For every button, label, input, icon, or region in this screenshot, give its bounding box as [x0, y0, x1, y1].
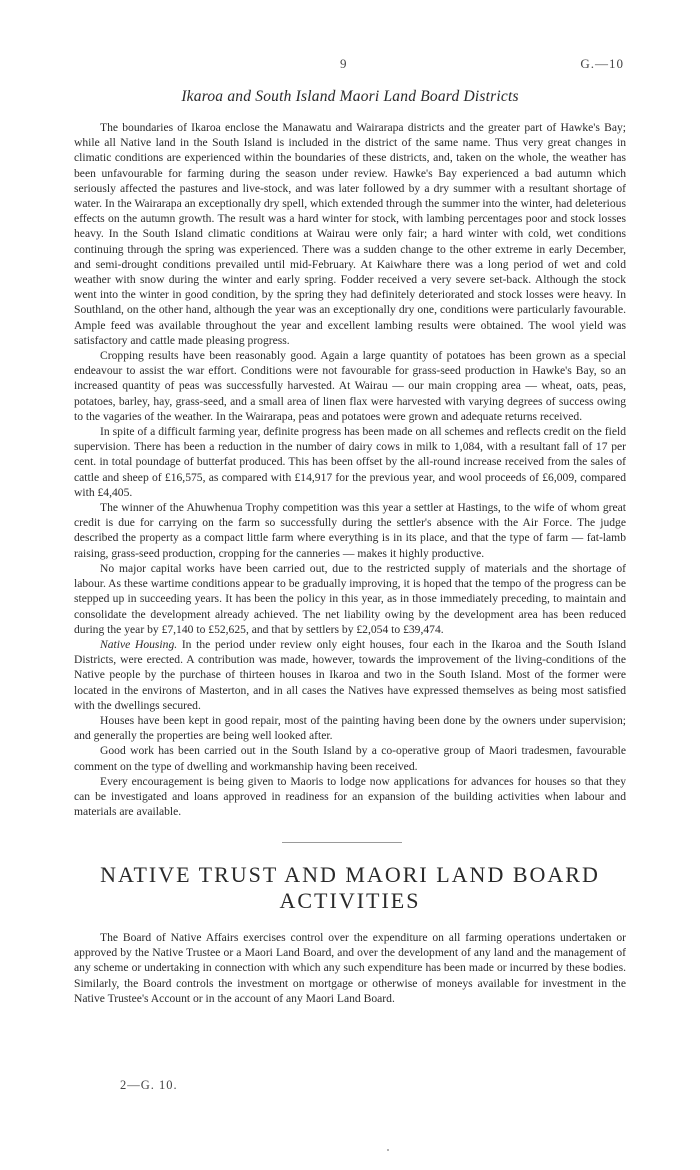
paragraph: Houses have been kept in good repair, most of the painting having been done by the owners under supervision; and generally the properties are being well looked after.	[74, 713, 626, 743]
paragraph: In spite of a difficult farming year, definite progress has been made on all schemes and reflects credit on the field supervision. There has been a reduction in the number of dairy cows in milk to 1,084, with a resultant fall of 17 per cent. in total poundage of butterfat produced. This has been offset by the all-round increase received from the sales of cattle and sheep of £16,575, as compared with £14,917 for the previous year, and wool proceeds of £6,009, compared with £4,405.	[74, 425, 626, 499]
scan-speck	[387, 1149, 389, 1151]
document-reference: G.—10	[580, 56, 624, 71]
title-line-1: NATIVE TRUST AND MAORI LAND BOARD	[100, 862, 600, 887]
paragraph: Cropping results have been reasonably good. Again a large quantity of potatoes has been grown as a special endeavour to assist the war effort. Conditions were not favourable for grass-seed production in Hawke's Bay, so an increased quantity of peas was successfully harvested. At Wairau — our main cropping area — wheat, oats, peas, potatoes, barley, hay, grass-seed, and a small area of linen flax were harvested with varying degrees of success owing to the vagaries of the weather. In the Wairarapa, peas and potatoes were grown and adequate returns received.	[74, 349, 626, 423]
paragraph: No major capital works have been carried out, due to the restricted supply of materials and the shortage of labour. As these wartime conditions appear to be gradually improving, it is hoped that the tempo of the progress can be stepped up in succeeding years. It has been the policy in this year, as in those immediately preceding, to maintain and consolidate the development already achieved. The net liability owing by the development area has been reduced during the year by £7,140 to £52,625, and that by settlers by £2,054 to £39,474.	[74, 561, 626, 636]
footer-reference: 2—G. 10.	[120, 1078, 178, 1092]
paragraph-native-housing	[74, 637, 626, 713]
title-line-2: ACTIVITIES	[279, 888, 421, 913]
page-header	[0, 56, 700, 76]
section-native-trust	[74, 930, 626, 1006]
section-ikaroa	[74, 88, 626, 819]
paragraph: The boundaries of Ikaroa enclose the Manawatu and Wairarapa districts and the greater part of Hawke's Bay; while all Native land in the South Island is included in the district of the same name. Thus very great changes in climatic conditions are experienced within the boundaries of these districts, and, taken on the whole, the weather has been unfavourable for farming during the season under review. Hawke's Bay experienced a bad autumn which seriously affected the pastures and live-stock, and was later followed by a dry summer with a resultant shortage of water. In the Wairarapa an exceptionally dry spell, which extended through the summer into the winter, had deleterious effects on the autumn growth. The result was a hard winter for stock, with lambing percentages poor and stock losses heavy. In the South Island climatic conditions at Wairau were only fair; a hard winter with cold, wet conditions continuing through the spring was experienced. There was a sudden change to the other extreme in early December, and semi-drought conditions prevailed until mid-February. At Kaiwhare there was a long period of wet and cold weather with snow during the winter and early spring. Fodder received a very severe set-back. Although the stock went into the winter in good condition, by the spring they had definitely deteriorated and stock losses were heavy. In Southland, on the other hand, although the year was an exceptionally dry one, conditions were particularly favourable. Ample feed was available throughout the year and excellent lambing results were obtained. The wool yield was satisfactory and cattle made pleasing progress.	[74, 121, 626, 347]
page-number: 9	[340, 56, 347, 71]
paragraph: The Board of Native Affairs exercises control over the expenditure on all farming operations undertaken or approved by the Native Trustee or a Maori Land Board, and over the development of any land and the management of any scheme or undertaking in connection with which any such expenditure has been made or incurred by these bodies. Similarly, the Board controls the investment on mortgage or otherwise of moneys available for investment in the Native Trustee's Account or in the account of any Maori Land Board.	[74, 931, 626, 1005]
section-title: Ikaroa and South Island Maori Land Board Districts	[181, 88, 519, 105]
paragraph: Every encouragement is being given to Maoris to lodge now applications for advances for houses so that they can be investigated and loans approved in readiness for an expansion of the building activities when labour and materials are available.	[74, 774, 626, 819]
native-housing-heading: Native Housing.	[100, 637, 178, 651]
section-divider	[282, 842, 402, 843]
paragraph: Good work has been carried out in the South Island by a co-operative group of Maori tradesmen, favourable comment on the type of dwelling and workmanship having been received.	[74, 744, 626, 773]
paragraph: The winner of the Ahuwhenua Trophy competition was this year a settler at Hastings, to the wife of whom great credit is due for carrying on the farm so successfully during the settler's absence with the Air Force. The judge described the property as a compact little farm where everything is in its place, and that the type of farm — fat-lamb raising, grass-seed production, cropping for the canneries — makes it highly productive.	[74, 501, 626, 560]
native-housing-text: In the period under review only eight houses, four each in the Ikaroa and the South Island Districts, were erected. A contribution was made, however, towards the improvement of the living-conditions of the Native people by the purchase of thirteen houses in Ikaroa and two in the South Island. Most of the former were located in the environs of Masterton, and in all cases the Natives have expressed themselves as being most satisfied with the dwellings secured.	[74, 637, 626, 712]
section-title-native-trust	[74, 862, 626, 914]
